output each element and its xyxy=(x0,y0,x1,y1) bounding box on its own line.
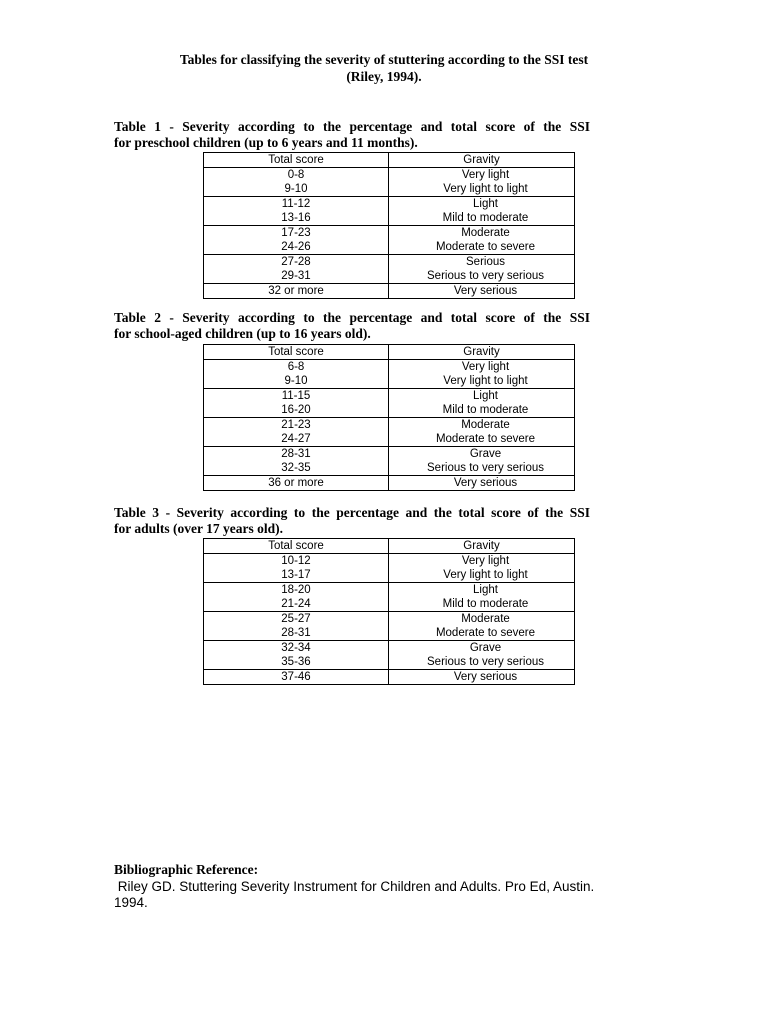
title-line-1: Tables for classifying the severity of stuttering according to the SSI test xyxy=(179,52,589,67)
score-value: 21-24 xyxy=(281,598,311,610)
table-header-row xyxy=(204,345,575,360)
table-row xyxy=(204,168,575,197)
table-row xyxy=(204,197,575,226)
gravity-cell xyxy=(389,554,575,583)
gravity-value: Very serious xyxy=(453,477,518,489)
score-value: 32 or more xyxy=(268,285,324,297)
table-row xyxy=(204,255,575,284)
score-value: 25-27 xyxy=(281,613,311,625)
score-cell xyxy=(204,389,389,418)
score-value: 37-46 xyxy=(281,671,311,683)
gravity-cell xyxy=(389,447,575,476)
gravity-value: Grave xyxy=(469,448,502,460)
gravity-value: Light xyxy=(473,198,498,210)
score-value: 6-8 xyxy=(287,361,305,373)
score-value: 32-34 xyxy=(281,642,311,654)
score-cell xyxy=(204,641,389,670)
gravity-value: Serious to very serious xyxy=(427,462,544,474)
table-row xyxy=(204,389,575,418)
score-value: 11-15 xyxy=(281,390,311,402)
score-value: 16-20 xyxy=(281,404,311,416)
score-value: 9-10 xyxy=(284,375,308,387)
gravity-cell xyxy=(389,389,575,418)
table-header-row xyxy=(204,539,575,554)
table-2-caption xyxy=(114,310,590,342)
score-cell xyxy=(204,583,389,612)
gravity-cell xyxy=(389,284,575,299)
gravity-value: Grave xyxy=(469,642,502,654)
gravity-value: Very light to light xyxy=(443,183,528,195)
score-value: 29-31 xyxy=(281,270,311,282)
gravity-cell xyxy=(389,226,575,255)
table-row xyxy=(204,641,575,670)
table-3-caption xyxy=(114,505,590,537)
gravity-value: Very light xyxy=(461,555,510,567)
gravity-value: Moderate xyxy=(461,419,510,431)
table-header-row xyxy=(204,153,575,168)
score-cell xyxy=(204,255,389,284)
score-value: 10-12 xyxy=(281,555,311,567)
score-value: 32-35 xyxy=(281,462,311,474)
gravity-cell xyxy=(389,360,575,389)
score-value: 18-20 xyxy=(281,584,311,596)
table-1-caption xyxy=(114,119,590,151)
table-row xyxy=(204,284,575,299)
score-value: 13-16 xyxy=(281,212,311,224)
gravity-value: Very serious xyxy=(453,671,518,683)
table-3-caption-line-1: Table 3 - Severity according to the percentage and the total score of the SSI xyxy=(114,505,590,520)
score-value: 13-17 xyxy=(281,569,311,581)
header-gravity: Gravity xyxy=(389,153,575,168)
bibliography-reference xyxy=(114,879,662,911)
bibliography-line-1: Riley GD. Stuttering Severity Instrument for Children and Adults. Pro Ed, Austin. xyxy=(114,879,595,894)
score-cell xyxy=(204,226,389,255)
table-row xyxy=(204,670,575,685)
gravity-value: Serious xyxy=(466,256,505,268)
table-row xyxy=(204,447,575,476)
gravity-cell xyxy=(389,255,575,284)
table-row xyxy=(204,612,575,641)
score-value: 28-31 xyxy=(281,448,311,460)
gravity-cell xyxy=(389,583,575,612)
table-row xyxy=(204,476,575,491)
gravity-value: Serious to very serious xyxy=(427,656,544,668)
table-row xyxy=(204,554,575,583)
score-value: 35-36 xyxy=(281,656,311,668)
severity-table-2 xyxy=(203,344,575,491)
score-value: 9-10 xyxy=(284,183,308,195)
gravity-value: Moderate to severe xyxy=(435,241,536,253)
gravity-value: Light xyxy=(473,584,498,596)
gravity-value: Serious to very serious xyxy=(427,270,544,282)
gravity-cell xyxy=(389,197,575,226)
score-cell xyxy=(204,612,389,641)
gravity-value: Very light xyxy=(461,169,510,181)
gravity-value: Very serious xyxy=(453,285,518,297)
score-cell xyxy=(204,360,389,389)
score-cell xyxy=(204,418,389,447)
score-value: 0-8 xyxy=(287,169,305,181)
gravity-cell xyxy=(389,168,575,197)
score-value: 11-12 xyxy=(281,198,311,210)
table-row xyxy=(204,583,575,612)
header-total-score: Total score xyxy=(204,345,389,360)
score-cell xyxy=(204,670,389,685)
score-cell xyxy=(204,197,389,226)
score-cell xyxy=(204,168,389,197)
title-line-2: (Riley, 1994). xyxy=(346,69,422,84)
score-cell xyxy=(204,447,389,476)
severity-table-3 xyxy=(203,538,575,685)
table-1-caption-line-1: Table 1 - Severity according to the percentage and total score of the SSI xyxy=(114,119,590,134)
bibliography-heading: Bibliographic Reference: xyxy=(114,862,259,877)
score-value: 24-27 xyxy=(281,433,311,445)
gravity-value: Moderate to severe xyxy=(435,627,536,639)
gravity-value: Moderate xyxy=(461,227,510,239)
gravity-value: Very light to light xyxy=(443,375,528,387)
score-value: 17-23 xyxy=(281,227,311,239)
gravity-cell xyxy=(389,418,575,447)
score-cell xyxy=(204,284,389,299)
gravity-value: Very light xyxy=(461,361,510,373)
gravity-cell xyxy=(389,476,575,491)
gravity-value: Light xyxy=(473,390,498,402)
gravity-cell xyxy=(389,612,575,641)
gravity-cell xyxy=(389,641,575,670)
gravity-value: Mild to moderate xyxy=(442,404,529,416)
gravity-value: Very light to light xyxy=(443,569,528,581)
table-row xyxy=(204,418,575,447)
gravity-value: Mild to moderate xyxy=(442,212,529,224)
table-1-caption-line-2: for preschool children (up to 6 years and 11 months). xyxy=(114,135,418,150)
gravity-value: Mild to moderate xyxy=(442,598,529,610)
gravity-value: Moderate to severe xyxy=(435,433,536,445)
score-value: 28-31 xyxy=(281,627,311,639)
score-cell xyxy=(204,476,389,491)
header-gravity: Gravity xyxy=(389,345,575,360)
document-title xyxy=(100,51,668,85)
table-row xyxy=(204,226,575,255)
header-gravity: Gravity xyxy=(389,539,575,554)
score-value: 21-23 xyxy=(281,419,311,431)
score-cell xyxy=(204,554,389,583)
score-value: 27-28 xyxy=(281,256,311,268)
table-2-caption-line-1: Table 2 - Severity according to the percentage and total score of the SSI xyxy=(114,310,590,325)
table-2-caption-line-2: for school-aged children (up to 16 years old). xyxy=(114,326,371,341)
score-value: 36 or more xyxy=(268,477,324,489)
table-row xyxy=(204,360,575,389)
header-total-score: Total score xyxy=(204,153,389,168)
header-total-score: Total score xyxy=(204,539,389,554)
gravity-cell xyxy=(389,670,575,685)
score-value: 24-26 xyxy=(281,241,311,253)
bibliography-line-2: 1994. xyxy=(114,895,148,910)
severity-table-1 xyxy=(203,152,575,299)
gravity-value: Moderate xyxy=(461,613,510,625)
table-3-caption-line-2: for adults (over 17 years old). xyxy=(114,521,283,536)
